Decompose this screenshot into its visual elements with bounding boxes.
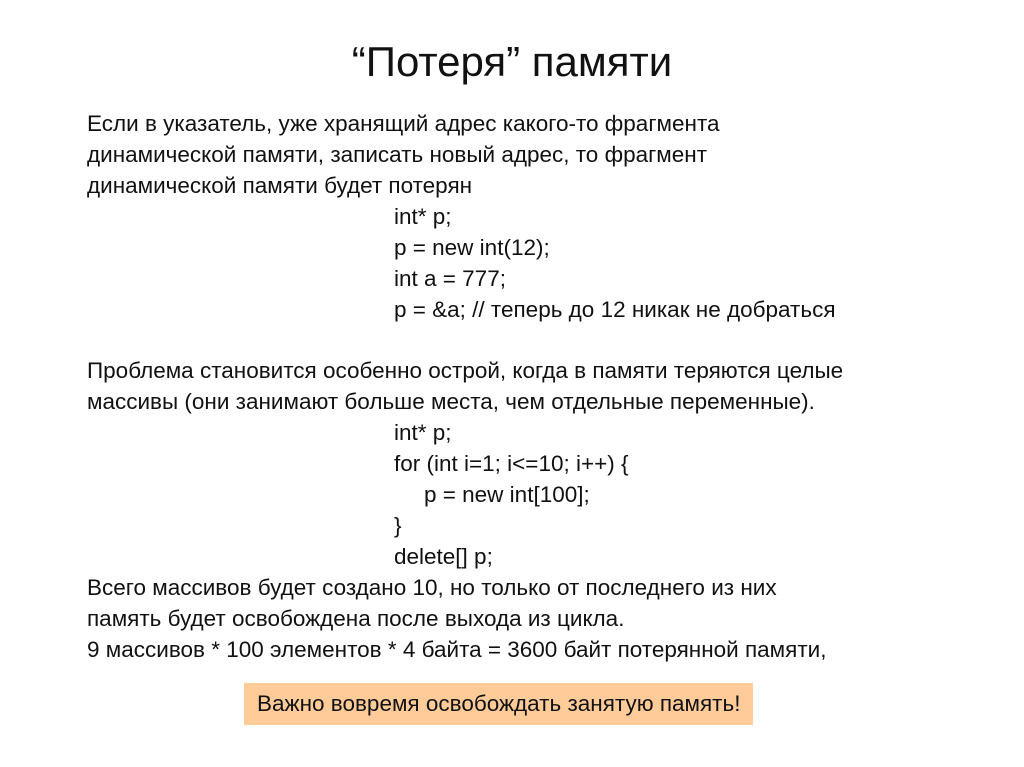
paragraph-line: Если в указатель, уже хранящий адрес какого-то фрагмента	[87, 111, 720, 136]
paragraph-line: динамической памяти, записать новый адрес, то фрагмент	[87, 142, 708, 167]
code-line: int a = 777;	[394, 266, 506, 291]
code-line: int* p;	[394, 204, 452, 229]
code-line: p = &a; // теперь до 12 никак не добраться	[394, 297, 836, 322]
code-line: p = new int(12);	[394, 235, 550, 260]
code-line: for (int i=1; i<=10; i++) {	[394, 451, 629, 476]
paragraph-line: динамической памяти будет потерян	[87, 173, 473, 198]
code-line-indented: p = new int[100];	[424, 482, 590, 507]
paragraph-gap	[87, 325, 987, 355]
paragraph-line: 9 массивов * 100 элементов * 4 байта = 3600 байт потерянной памяти,	[87, 637, 827, 662]
paragraph-line: массивы (они занимают больше места, чем отдельные переменные).	[87, 389, 815, 414]
slide-body	[87, 108, 987, 665]
paragraph-line: Всего массивов будет создано 10, но только от последнего из них	[87, 575, 777, 600]
code-line: }	[394, 513, 402, 538]
paragraph-line: память будет освобождена после выхода из цикла.	[87, 606, 625, 631]
code-line: int* p;	[394, 420, 452, 445]
callout-box: Важно вовремя освобождать занятую память!	[244, 683, 753, 725]
code-line: delete[] p;	[394, 544, 493, 569]
paragraph-line: Проблема становится особенно острой, когда в памяти теряются целые	[87, 358, 844, 383]
slide-title: “Потеря” памяти	[351, 38, 673, 85]
